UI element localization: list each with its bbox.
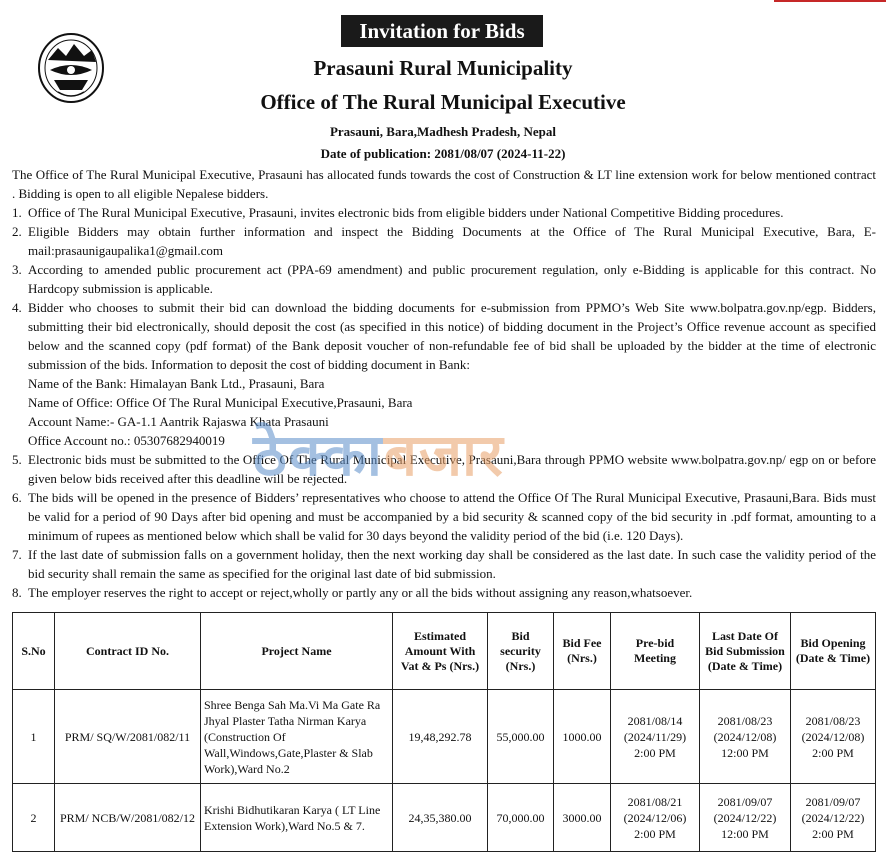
table-header-row — [13, 613, 876, 690]
cell-project-name: Krishi Bidhutikaran Karya ( LT Line Extension Work),Ward No.5 & 7. — [201, 784, 393, 852]
cell-bid-fee: 1000.00 — [554, 690, 611, 784]
cell-prebid-meeting: 2081/08/14 (2024/11/29) 2:00 PM — [611, 690, 700, 784]
header-project-name: Project Name — [201, 613, 393, 690]
header-estimated-amount: Estimated Amount With Vat & Ps (Nrs.) — [393, 613, 488, 690]
header-prebid-meeting: Pre-bid Meeting — [611, 613, 700, 690]
cell-last-date: 2081/08/23 (2024/12/08) 12:00 PM — [700, 690, 791, 784]
table-row — [13, 690, 876, 784]
clause-text: Electronic bids must be submitted to the Office Of The Rural Municipal Executive, Prasauni,Bara through PPMO website www.bolpatra.gov.np/ egp on or before given below bids received after this deadline will be rejected. — [28, 452, 876, 486]
clause-number: 6. — [12, 490, 22, 505]
cell-prebid-meeting: 2081/08/21 (2024/12/06) 2:00 PM — [611, 784, 700, 852]
cell-bid-security: 70,000.00 — [488, 784, 554, 852]
cell-bid-security: 55,000.00 — [488, 690, 554, 784]
cell-project-name: Shree Benga Sah Ma.Vi Ma Gate Ra Jhyal Plaster Tatha Nirman Karya (Construction Of Wall,Windows,Gate,Plaster & Slab Work),Ward No.2 — [201, 690, 393, 784]
cell-sno: 2 — [13, 784, 55, 852]
clause-text: Eligible Bidders may obtain further information and inspect the Bidding Documents at the Office of The Rural Municipal Executive, Bara, E-mail:prasaunigaupalika1@gmail.com — [28, 224, 876, 258]
clause-8 — [12, 583, 876, 602]
bank-account-number: Office Account no.: 05307682940019 — [28, 433, 225, 448]
cell-bid-opening: 2081/09/07 (2024/12/22) 2:00 PM — [791, 784, 876, 852]
bids-table — [12, 612, 876, 852]
clause-text: According to amended public procurement act (PPA-69 amendment) and public procurement regulation, only e-Bidding is applicable for this contract. No Hardcopy submission is applicable. — [28, 262, 876, 296]
cell-contract-id: PRM/ SQ/W/2081/082/11 — [55, 690, 201, 784]
cell-bid-opening: 2081/08/23 (2024/12/08) 2:00 PM — [791, 690, 876, 784]
notice-body — [12, 165, 876, 602]
clause-number: 1. — [12, 205, 22, 220]
bank-office-name: Name of Office: Office Of The Rural Municipal Executive,Prasauni, Bara — [28, 395, 413, 410]
cell-estimated-amount: 24,35,380.00 — [393, 784, 488, 852]
clause-5 — [12, 450, 876, 488]
header-bid-security: Bid security (Nrs.) — [488, 613, 554, 690]
office-name: Office of The Rural Municipal Executive — [260, 90, 626, 114]
header-sno: S.No — [13, 613, 55, 690]
publication-date: Date of publication: 2081/08/07 (2024-11-22) — [320, 146, 566, 161]
municipality-name: Prasauni Rural Municipality — [313, 56, 573, 80]
table-row — [13, 784, 876, 852]
watermark-part-1: ठेक्का — [253, 421, 384, 489]
clause-number: 4. — [12, 300, 22, 315]
cell-estimated-amount: 19,48,292.78 — [393, 690, 488, 784]
header-last-date: Last Date Of Bid Submission (Date & Time) — [700, 613, 791, 690]
clause-number: 7. — [12, 547, 22, 562]
cell-sno: 1 — [13, 690, 55, 784]
banner-title: Invitation for Bids — [341, 15, 543, 47]
header-contract-id: Contract ID No. — [55, 613, 201, 690]
clause-4 — [12, 298, 876, 374]
bank-account-name: Account Name:- GA-1.1 Aantrik Rajaswa Khata Prasauni — [28, 414, 329, 429]
clause-2 — [12, 222, 876, 260]
cell-contract-id: PRM/ NCB/W/2081/082/12 — [55, 784, 201, 852]
bank-name: Name of the Bank: Himalayan Bank Ltd., Prasauni, Bara — [28, 376, 325, 391]
clause-number: 8. — [12, 585, 22, 600]
clause-7 — [12, 545, 876, 583]
clause-1 — [12, 203, 876, 222]
cell-bid-fee: 3000.00 — [554, 784, 611, 852]
clause-text: The employer reserves the right to accept or reject,wholly or partly any or all the bids without assigning any reason,whatsoever. — [28, 585, 693, 600]
watermark-part-2: बजार — [383, 421, 505, 489]
clause-3 — [12, 260, 876, 298]
cell-last-date: 2081/09/07 (2024/12/22) 12:00 PM — [700, 784, 791, 852]
clause-text: Office of The Rural Municipal Executive, Prasauni, invites electronic bids from eligible bidders under National Competitive Bidding procedures. — [28, 205, 784, 220]
intro-paragraph: The Office of The Rural Municipal Executive, Prasauni has allocated funds towards the cost of Construction & LT line extension work for below mentioned contract . Bidding is open to all eligible Nepalese bidders. — [12, 167, 876, 201]
clause-text: The bids will be opened in the presence of Bidders’ representatives who choose to attend the Office Of The Rural Municipal Executive, Prasauni,Bara. Bids must be valid for a period of 90 Days after bid opening and must be accompanied by a bid security & scanned copy of the bid security in .pdf format, amounting to a minimum of rupees as mentioned below which shall be valid for 30 days beyond the validity period of the bid (i.e. 120 Days). — [28, 490, 876, 543]
clause-text: Bidder who chooses to submit their bid can download the bidding documents for e-submission from PPMO’s Web Site www.bolpatra.gov.np/egp. Bidders, submitting their bid electronically, should deposit the cost (as specified in this notice) of bidding document in the Project’s Office revenue account as specified below and the scanned copy (pdf format) of the Bank deposit voucher of non-refundable fee of bid shall be uploaded by the bidder at the time of electronic submission of the bids. Information to deposit the cost of bidding document in Bank: — [28, 300, 876, 372]
header-bid-fee: Bid Fee (Nrs.) — [554, 613, 611, 690]
clause-6 — [12, 488, 876, 545]
clause-text: If the last date of submission falls on a government holiday, then the next working day shall be considered as the last date. In such case the validity period of the bid security shall remain the same as specified for the original last date of bid submission. — [28, 547, 876, 581]
clause-number: 2. — [12, 224, 22, 239]
clause-number: 5. — [12, 452, 22, 467]
top-accent-line — [774, 0, 886, 2]
clause-number: 3. — [12, 262, 22, 277]
header-bid-opening: Bid Opening (Date & Time) — [791, 613, 876, 690]
address: Prasauni, Bara,Madhesh Pradesh, Nepal — [329, 124, 557, 139]
